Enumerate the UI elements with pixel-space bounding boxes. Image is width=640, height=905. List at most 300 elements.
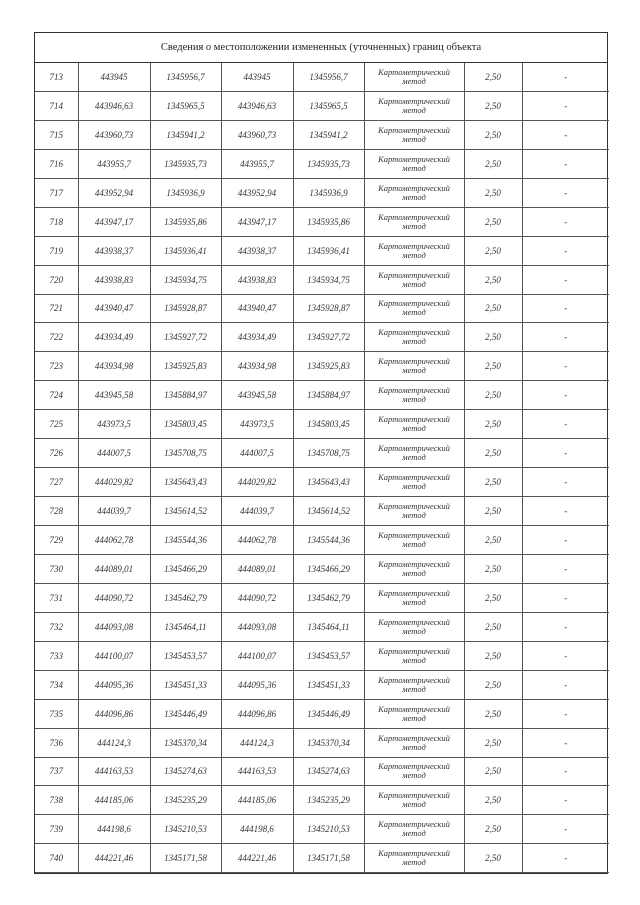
method-cell [364,844,464,873]
x-existing-cell: 444093,08 [78,612,150,641]
y-new-cell: 1345928,87 [293,294,364,323]
method-cell [364,670,464,699]
table-row [35,207,609,236]
method-line-1: Картометрический [378,790,450,801]
description-cell: - [522,641,609,670]
description-cell: - [522,583,609,612]
method-line-1: Картометрический [378,761,450,772]
description-cell: - [522,699,609,728]
y-existing-cell: 1345235,29 [150,786,221,815]
table-row [35,178,609,207]
y-new-cell: 1345965,5 [293,91,364,120]
precision-cell: 2,50 [464,728,522,757]
y-existing-cell: 1345803,45 [150,410,221,439]
x-existing-cell: 444163,53 [78,757,150,786]
method-cell [364,352,464,381]
precision-cell: 2,50 [464,612,522,641]
method-line-2: метод [402,452,426,463]
method-line-2: метод [402,683,426,694]
x-new-cell: 443955,7 [221,149,293,178]
method-line-2: метод [402,712,426,723]
method-line-2: метод [402,596,426,607]
description-cell: - [522,120,609,149]
description-cell: - [522,178,609,207]
table-row [35,641,609,670]
description-cell: - [522,526,609,555]
method-cell [364,63,464,91]
y-new-cell: 1345210,53 [293,815,364,844]
x-existing-cell: 443938,83 [78,265,150,294]
x-new-cell: 444089,01 [221,554,293,583]
x-new-cell: 443934,49 [221,323,293,352]
y-existing-cell: 1345464,11 [150,612,221,641]
description-cell: - [522,63,609,91]
method-line-1: Картометрический [378,529,450,540]
description-cell: - [522,815,609,844]
table-row [35,439,609,468]
y-existing-cell: 1345925,83 [150,352,221,381]
precision-cell: 2,50 [464,91,522,120]
description-cell: - [522,757,609,786]
precision-cell: 2,50 [464,641,522,670]
y-existing-cell: 1345453,57 [150,641,221,670]
method-cell [364,554,464,583]
point-number-cell: 725 [35,410,78,439]
y-existing-cell: 1345370,34 [150,728,221,757]
precision-cell: 2,50 [464,526,522,555]
y-existing-cell: 1345210,53 [150,815,221,844]
table-row [35,120,609,149]
point-number-cell: 730 [35,554,78,583]
method-line-1: Картометрический [378,443,450,454]
x-new-cell: 444062,78 [221,526,293,555]
table-row [35,410,609,439]
precision-cell: 2,50 [464,294,522,323]
method-line-1: Картометрический [378,182,450,193]
y-new-cell: 1345544,36 [293,526,364,555]
method-line-2: метод [402,104,426,115]
method-line-2: метод [402,162,426,173]
table-row [35,612,609,641]
x-existing-cell: 443938,37 [78,236,150,265]
x-existing-cell: 443934,49 [78,323,150,352]
y-new-cell: 1345956,7 [293,63,364,91]
point-number-cell: 717 [35,178,78,207]
y-existing-cell: 1345941,2 [150,120,221,149]
method-line-1: Картометрический [378,414,450,425]
method-line-2: метод [402,249,426,260]
method-cell [364,91,464,120]
x-new-cell: 443940,47 [221,294,293,323]
precision-cell: 2,50 [464,265,522,294]
y-existing-cell: 1345965,5 [150,91,221,120]
point-number-cell: 736 [35,728,78,757]
method-cell [364,149,464,178]
description-cell: - [522,554,609,583]
description-cell: - [522,439,609,468]
method-line-2: метод [402,567,426,578]
description-cell: - [522,91,609,120]
y-new-cell: 1345451,33 [293,670,364,699]
method-line-2: метод [402,654,426,665]
precision-cell: 2,50 [464,757,522,786]
point-number-cell: 724 [35,381,78,410]
y-new-cell: 1345708,75 [293,439,364,468]
x-new-cell: 443946,63 [221,91,293,120]
x-new-cell: 444124,3 [221,728,293,757]
y-new-cell: 1345941,2 [293,120,364,149]
x-existing-cell: 444185,06 [78,786,150,815]
x-new-cell: 444096,86 [221,699,293,728]
point-number-cell: 729 [35,526,78,555]
description-cell: - [522,149,609,178]
method-cell [364,786,464,815]
description-cell: - [522,294,609,323]
method-line-2: метод [402,336,426,347]
y-existing-cell: 1345927,72 [150,323,221,352]
description-cell: - [522,728,609,757]
y-existing-cell: 1345544,36 [150,526,221,555]
y-new-cell: 1345803,45 [293,410,364,439]
x-existing-cell: 443945,58 [78,381,150,410]
table-row [35,728,609,757]
method-line-2: метод [402,510,426,521]
x-new-cell: 443960,73 [221,120,293,149]
x-new-cell: 443934,98 [221,352,293,381]
x-new-cell: 444163,53 [221,757,293,786]
table-row [35,149,609,178]
method-line-2: метод [402,220,426,231]
x-existing-cell: 444124,3 [78,728,150,757]
precision-cell: 2,50 [464,497,522,526]
y-existing-cell: 1345934,75 [150,265,221,294]
table-row [35,815,609,844]
point-number-cell: 723 [35,352,78,381]
point-number-cell: 739 [35,815,78,844]
method-line-1: Картометрический [378,327,450,338]
y-existing-cell: 1345936,9 [150,178,221,207]
x-existing-cell: 443945 [78,63,150,91]
x-new-cell: 443945 [221,63,293,91]
x-new-cell: 444093,08 [221,612,293,641]
method-line-2: метод [402,394,426,405]
y-existing-cell: 1345466,29 [150,554,221,583]
y-new-cell: 1345462,79 [293,583,364,612]
method-line-1: Картометрический [378,472,450,483]
point-number-cell: 715 [35,120,78,149]
precision-cell: 2,50 [464,381,522,410]
y-existing-cell: 1345462,79 [150,583,221,612]
method-line-1: Картометрический [378,645,450,656]
x-new-cell: 443938,37 [221,236,293,265]
point-number-cell: 732 [35,612,78,641]
method-line-1: Картометрический [378,95,450,106]
point-number-cell: 718 [35,207,78,236]
y-existing-cell: 1345935,86 [150,207,221,236]
x-new-cell: 443947,17 [221,207,293,236]
x-new-cell: 443952,94 [221,178,293,207]
y-new-cell: 1345466,29 [293,554,364,583]
y-new-cell: 1345884,97 [293,381,364,410]
x-existing-cell: 443960,73 [78,120,150,149]
point-number-cell: 731 [35,583,78,612]
point-number-cell: 716 [35,149,78,178]
description-cell: - [522,265,609,294]
x-new-cell: 443938,83 [221,265,293,294]
method-line-1: Картометрический [378,269,450,280]
y-new-cell: 1345934,75 [293,265,364,294]
precision-cell: 2,50 [464,149,522,178]
y-new-cell: 1345614,52 [293,497,364,526]
point-number-cell: 722 [35,323,78,352]
precision-cell: 2,50 [464,468,522,497]
method-cell [364,526,464,555]
method-line-1: Картометрический [378,848,450,859]
y-new-cell: 1345936,41 [293,236,364,265]
method-line-1: Картометрический [378,385,450,396]
description-cell: - [522,497,609,526]
point-number-cell: 734 [35,670,78,699]
y-new-cell: 1345464,11 [293,612,364,641]
method-cell [364,381,464,410]
x-existing-cell: 443946,63 [78,91,150,120]
method-cell [364,410,464,439]
y-existing-cell: 1345274,63 [150,757,221,786]
y-existing-cell: 1345928,87 [150,294,221,323]
point-number-cell: 737 [35,757,78,786]
x-existing-cell: 444198,6 [78,815,150,844]
point-number-cell: 719 [35,236,78,265]
precision-cell: 2,50 [464,439,522,468]
table-row [35,468,609,497]
table-row [35,91,609,120]
method-line-1: Картометрический [378,501,450,512]
y-new-cell: 1345274,63 [293,757,364,786]
precision-cell: 2,50 [464,207,522,236]
x-new-cell: 444100,07 [221,641,293,670]
y-existing-cell: 1345935,73 [150,149,221,178]
method-cell [364,728,464,757]
method-line-2: метод [402,278,426,289]
y-existing-cell: 1345884,97 [150,381,221,410]
method-line-2: метод [402,741,426,752]
x-new-cell: 444090,72 [221,583,293,612]
x-existing-cell: 444062,78 [78,526,150,555]
x-existing-cell: 443973,5 [78,410,150,439]
precision-cell: 2,50 [464,815,522,844]
description-cell: - [522,468,609,497]
table-row [35,844,609,873]
method-line-2: метод [402,857,426,868]
y-new-cell: 1345235,29 [293,786,364,815]
table-row [35,381,609,410]
x-existing-cell: 444089,01 [78,554,150,583]
y-new-cell: 1345446,49 [293,699,364,728]
x-existing-cell: 443934,98 [78,352,150,381]
method-cell [364,583,464,612]
point-number-cell: 728 [35,497,78,526]
table-row [35,670,609,699]
point-number-cell: 727 [35,468,78,497]
method-cell [364,265,464,294]
precision-cell: 2,50 [464,323,522,352]
point-number-cell: 735 [35,699,78,728]
x-new-cell: 444095,36 [221,670,293,699]
x-new-cell: 444039,7 [221,497,293,526]
x-new-cell: 444007,5 [221,439,293,468]
method-line-1: Картометрический [378,703,450,714]
description-cell: - [522,844,609,873]
x-existing-cell: 444090,72 [78,583,150,612]
x-new-cell: 444221,46 [221,844,293,873]
method-line-2: метод [402,799,426,810]
coordinates-table [35,63,609,873]
y-existing-cell: 1345708,75 [150,439,221,468]
table-row [35,323,609,352]
method-cell [364,207,464,236]
x-existing-cell: 443940,47 [78,294,150,323]
x-existing-cell: 444221,46 [78,844,150,873]
y-new-cell: 1345370,34 [293,728,364,757]
table-row [35,786,609,815]
method-line-2: метод [402,828,426,839]
y-existing-cell: 1345446,49 [150,699,221,728]
method-line-1: Картометрический [378,240,450,251]
x-new-cell: 443973,5 [221,410,293,439]
method-line-1: Картометрический [378,356,450,367]
method-cell [364,468,464,497]
precision-cell: 2,50 [464,410,522,439]
precision-cell: 2,50 [464,352,522,381]
method-cell [364,178,464,207]
point-number-cell: 714 [35,91,78,120]
method-cell [364,757,464,786]
description-cell: - [522,352,609,381]
method-cell [364,497,464,526]
description-cell: - [522,670,609,699]
method-line-1: Картометрический [378,558,450,569]
table-row [35,526,609,555]
method-line-1: Картометрический [378,153,450,164]
x-existing-cell: 443952,94 [78,178,150,207]
description-cell: - [522,612,609,641]
precision-cell: 2,50 [464,120,522,149]
x-new-cell: 443945,58 [221,381,293,410]
point-number-cell: 720 [35,265,78,294]
precision-cell: 2,50 [464,786,522,815]
point-number-cell: 738 [35,786,78,815]
table-row [35,699,609,728]
y-new-cell: 1345925,83 [293,352,364,381]
method-cell [364,641,464,670]
description-cell: - [522,323,609,352]
x-existing-cell: 443955,7 [78,149,150,178]
y-existing-cell: 1345614,52 [150,497,221,526]
y-existing-cell: 1345171,58 [150,844,221,873]
method-line-1: Картометрический [378,732,450,743]
method-line-1: Картометрический [378,587,450,598]
table-row [35,63,609,91]
y-new-cell: 1345936,9 [293,178,364,207]
point-number-cell: 713 [35,63,78,91]
method-line-2: метод [402,307,426,318]
y-existing-cell: 1345936,41 [150,236,221,265]
x-existing-cell: 444007,5 [78,439,150,468]
y-new-cell: 1345935,86 [293,207,364,236]
y-new-cell: 1345643,43 [293,468,364,497]
table-title: Сведения о местоположении измененных (уточненных) границ объекта [35,33,607,63]
table-row [35,583,609,612]
x-existing-cell: 444095,36 [78,670,150,699]
y-new-cell: 1345927,72 [293,323,364,352]
precision-cell: 2,50 [464,236,522,265]
precision-cell: 2,50 [464,844,522,873]
table-row [35,294,609,323]
method-line-1: Картометрический [378,124,450,135]
table-row [35,236,609,265]
y-new-cell: 1345171,58 [293,844,364,873]
method-line-1: Картометрический [378,66,450,77]
description-cell: - [522,207,609,236]
x-existing-cell: 444100,07 [78,641,150,670]
method-line-1: Картометрический [378,674,450,685]
x-existing-cell: 444096,86 [78,699,150,728]
precision-cell: 2,50 [464,178,522,207]
x-new-cell: 444198,6 [221,815,293,844]
x-existing-cell: 444029,82 [78,468,150,497]
method-cell [364,612,464,641]
method-line-2: метод [402,133,426,144]
precision-cell: 2,50 [464,699,522,728]
boundary-table-sheet [34,32,608,874]
table-row [35,352,609,381]
precision-cell: 2,50 [464,670,522,699]
table-row [35,497,609,526]
x-new-cell: 444029,82 [221,468,293,497]
point-number-cell: 721 [35,294,78,323]
point-number-cell: 740 [35,844,78,873]
method-cell [364,815,464,844]
method-line-1: Картометрический [378,298,450,309]
table-row [35,554,609,583]
method-cell [364,236,464,265]
y-new-cell: 1345453,57 [293,641,364,670]
method-cell [364,323,464,352]
description-cell: - [522,236,609,265]
precision-cell: 2,50 [464,583,522,612]
method-cell [364,699,464,728]
method-cell [364,120,464,149]
description-cell: - [522,410,609,439]
method-line-1: Картометрический [378,616,450,627]
x-existing-cell: 443947,17 [78,207,150,236]
y-new-cell: 1345935,73 [293,149,364,178]
point-number-cell: 726 [35,439,78,468]
method-line-2: метод [402,365,426,376]
point-number-cell: 733 [35,641,78,670]
x-new-cell: 444185,06 [221,786,293,815]
x-existing-cell: 444039,7 [78,497,150,526]
method-cell [364,439,464,468]
method-line-1: Картометрический [378,211,450,222]
method-line-2: метод [402,625,426,636]
method-line-2: метод [402,538,426,549]
precision-cell: 2,50 [464,554,522,583]
precision-cell: 2,50 [464,63,522,91]
method-cell [364,294,464,323]
method-line-2: метод [402,191,426,202]
method-line-2: метод [402,423,426,434]
